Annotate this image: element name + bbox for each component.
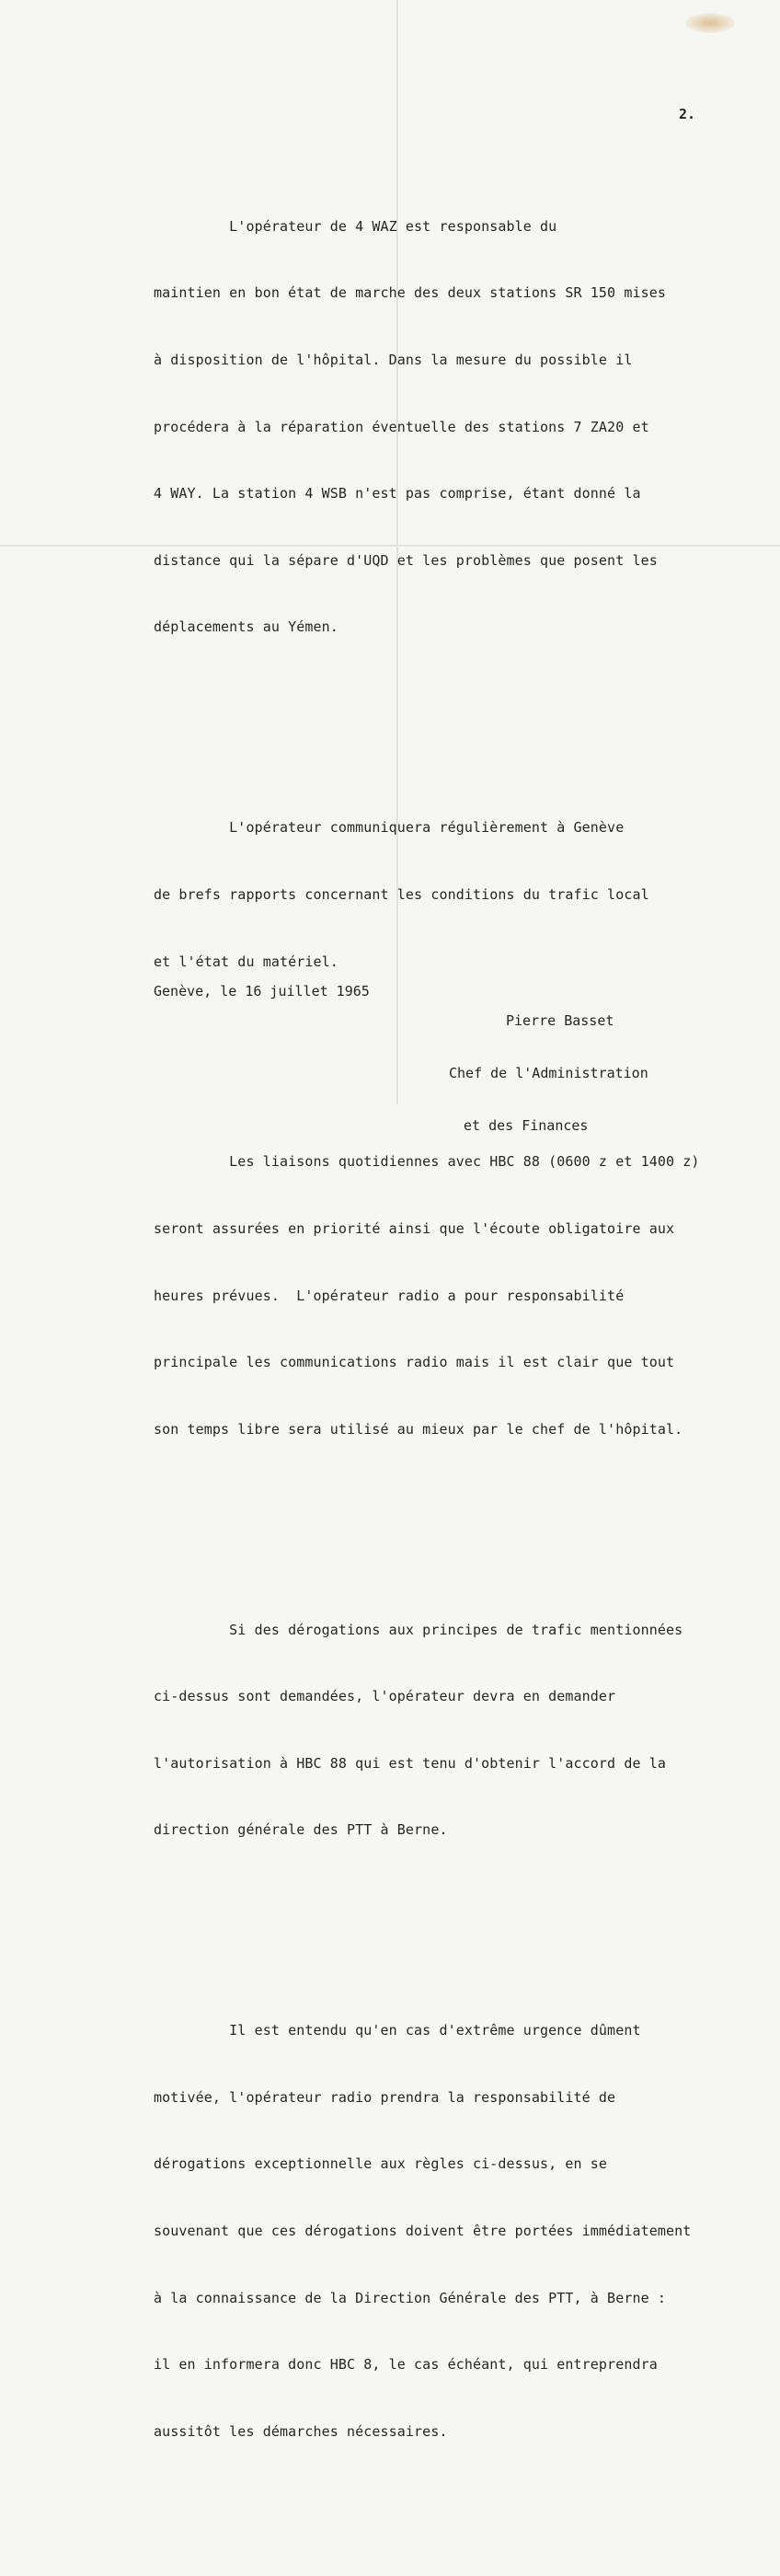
text-line: distance qui la sépare d'UQD et les problèmes que posent les — [154, 551, 658, 569]
signatory-title-line-2: et des Finances — [464, 1117, 589, 1134]
signature-block — [449, 977, 648, 1170]
text-line: à la connaissance de la Direction Générale des PTT, à Berne : — [154, 2289, 666, 2306]
text-line: procédera à la réparation éventuelle des stations 7 ZA20 et — [154, 418, 649, 435]
text-line: déplacements au Yémen. — [154, 618, 338, 636]
signatory-title-line-1: Chef de l'Administration — [449, 1065, 648, 1081]
text-line: maintien en bon état de marche des deux stations SR 150 mises — [154, 284, 666, 302]
text-line: direction générale des PTT à Berne. — [154, 1821, 448, 1839]
text-line: Il est entendu qu'en cas d'extrême urgence dûment — [154, 2022, 641, 2039]
text-line: souvenant que ces dérogations doivent être portées immédiatement — [154, 2223, 692, 2240]
text-line: l'autorisation à HBC 88 qui est tenu d'obtenir l'accord de la — [154, 1754, 666, 1772]
paper-stain — [685, 13, 735, 33]
text-line: motivée, l'opérateur radio prendra la responsabilité de — [154, 2088, 616, 2106]
letter-body — [154, 126, 768, 2576]
text-line: ci-dessus sont demandées, l'opérateur devra en demander — [154, 1688, 616, 1705]
text-line: principale les communications radio mais il est clair que tout — [154, 1354, 675, 1371]
text-line: 4 WAY. La station 4 WSB n'est pas comprise, étant donné la — [154, 485, 641, 502]
text-line: Les liaisons quotidiennes avec HBC 88 (0600 z et 1400 z) — [154, 1153, 700, 1171]
text-line: Si des dérogations aux principes de trafic mentionnées — [154, 1621, 683, 1638]
paragraph-derogations — [154, 1574, 768, 1886]
text-line: dérogations exceptionnelle aux règles ci-dessus, en se — [154, 2155, 608, 2173]
text-line: L'opérateur de 4 WAZ est responsable du — [154, 217, 557, 235]
text-line: aussitôt les démarches nécessaires. — [154, 2422, 448, 2440]
text-line: et l'état du matériel. — [154, 953, 338, 970]
paragraph-urgency — [154, 1975, 768, 2488]
text-line: heures prévues. L'opérateur radio a pour responsabilité — [154, 1287, 625, 1304]
paragraph-operator-maintenance — [154, 170, 768, 683]
text-line: seront assurées en priorité ainsi que l'écoute obligatoire aux — [154, 1219, 675, 1237]
text-line: L'opérateur communiquera régulièrement à Genève — [154, 819, 625, 837]
text-line: il en informera donc HBC 8, le cas échéant, qui entreprendra — [154, 2356, 658, 2374]
place-and-date: Genève, le 16 juillet 1965 — [154, 983, 370, 999]
signatory-name: Pierre Basset — [506, 1012, 614, 1029]
text-line: à disposition de l'hôpital. Dans la mesure du possible il — [154, 352, 633, 369]
text-line: de brefs rapports concernant les conditions du trafic local — [154, 885, 649, 903]
text-line: son temps libre sera utilisé au mieux par le chef de l'hôpital. — [154, 1420, 683, 1438]
page-number: 2. — [679, 106, 696, 122]
